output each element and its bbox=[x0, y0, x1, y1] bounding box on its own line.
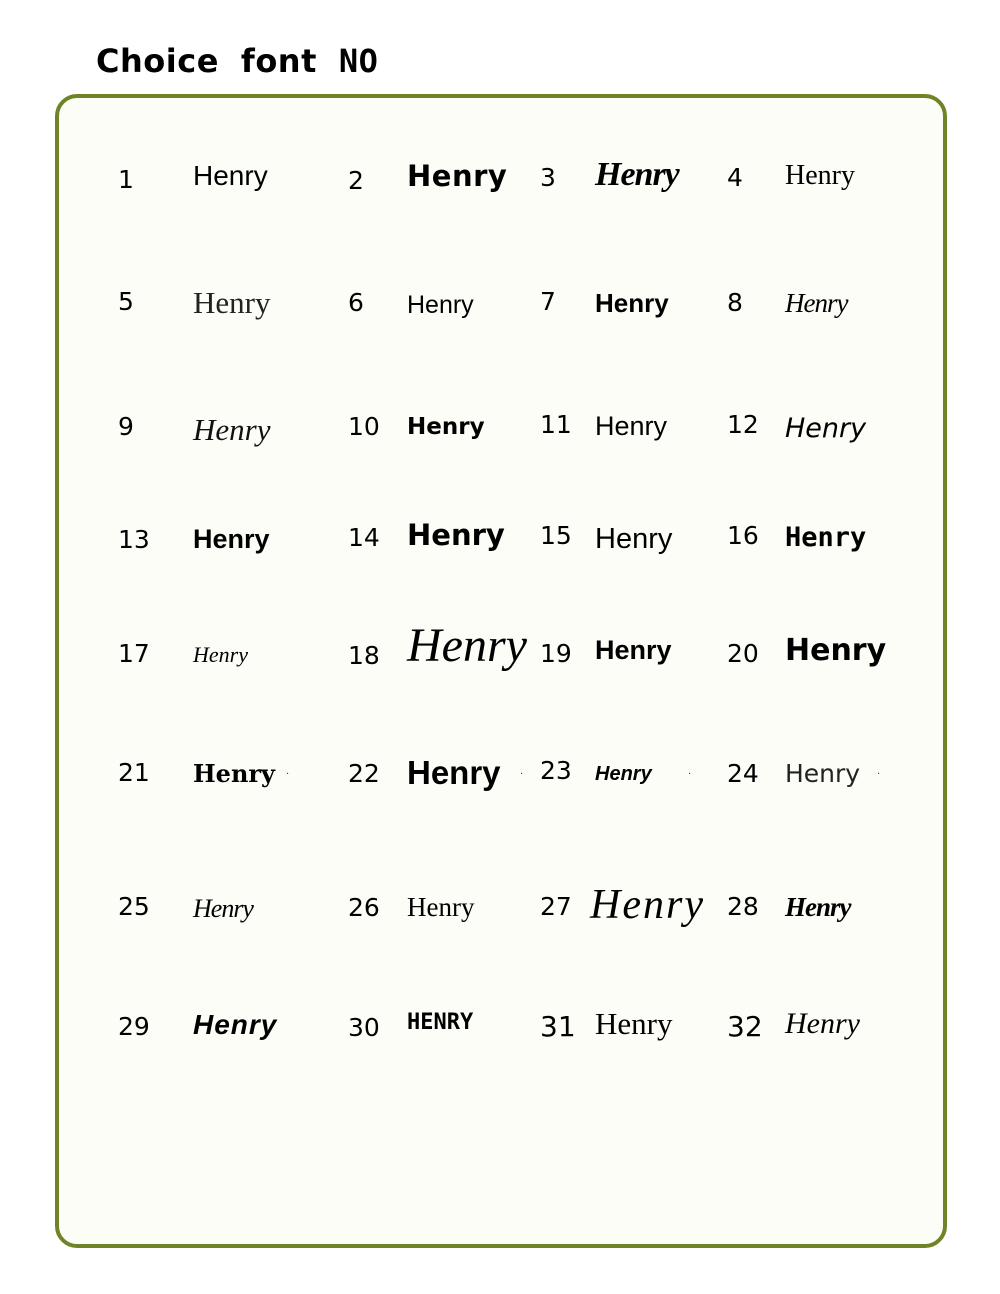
font-option[interactable] bbox=[727, 890, 907, 970]
font-option[interactable] bbox=[727, 633, 907, 716]
font-number: 32 bbox=[727, 1010, 763, 1043]
font-number: 8 bbox=[727, 288, 743, 317]
font-option[interactable] bbox=[727, 1008, 907, 1088]
font-number: 15 bbox=[540, 521, 572, 550]
font-sample: Henry bbox=[407, 619, 527, 672]
font-sample: Henry bbox=[193, 160, 268, 191]
font-option[interactable] bbox=[348, 619, 528, 716]
font-number: 27 bbox=[540, 892, 572, 921]
font-number: 28 bbox=[727, 892, 759, 921]
font-sample: Henry bbox=[193, 894, 253, 923]
font-number: 12 bbox=[727, 410, 759, 439]
font-number: 2 bbox=[348, 166, 364, 195]
font-number: 1 bbox=[118, 165, 134, 194]
font-option[interactable] bbox=[118, 756, 328, 836]
font-number: 5 bbox=[118, 287, 134, 316]
page-title bbox=[96, 42, 378, 86]
font-number: 21 bbox=[118, 758, 150, 787]
font-option[interactable] bbox=[348, 756, 528, 836]
font-number: 24 bbox=[727, 759, 759, 788]
font-option[interactable] bbox=[540, 156, 720, 240]
title-word-no: NO bbox=[338, 42, 379, 80]
font-option[interactable] bbox=[118, 890, 328, 970]
font-sample: Henry bbox=[193, 642, 248, 667]
font-option[interactable] bbox=[727, 285, 907, 365]
font-sample: Henry bbox=[785, 160, 855, 191]
font-option[interactable] bbox=[118, 523, 328, 603]
font-option[interactable] bbox=[727, 410, 907, 490]
font-number: 23 bbox=[540, 756, 572, 785]
font-number: 29 bbox=[118, 1012, 150, 1041]
font-number: 25 bbox=[118, 892, 150, 921]
font-number: 6 bbox=[348, 288, 364, 317]
font-number: 26 bbox=[348, 893, 380, 922]
separator-dot: · bbox=[877, 769, 881, 780]
separator-dot: · bbox=[688, 769, 692, 780]
font-sample: Henry bbox=[193, 1009, 278, 1040]
font-sample: Henry bbox=[595, 288, 669, 318]
font-option[interactable] bbox=[540, 636, 720, 716]
font-sample: Henry bbox=[785, 633, 887, 668]
font-sample: Henry bbox=[785, 522, 867, 553]
font-sample: Henry bbox=[193, 759, 275, 788]
font-option[interactable] bbox=[727, 523, 907, 603]
font-number: 10 bbox=[348, 412, 380, 441]
font-sample: Henry bbox=[785, 1007, 860, 1040]
font-number: 16 bbox=[727, 521, 759, 550]
font-sample: Henry bbox=[407, 518, 505, 552]
font-option[interactable] bbox=[540, 1008, 720, 1088]
font-sample: Henry bbox=[590, 882, 705, 928]
font-sample: HENRY bbox=[407, 1010, 474, 1035]
font-option[interactable] bbox=[118, 1008, 328, 1088]
font-sample: Henry bbox=[595, 1006, 673, 1041]
font-sample: Henry bbox=[785, 288, 848, 318]
font-sample: Henry bbox=[407, 414, 485, 440]
font-sample: Henry bbox=[785, 413, 867, 444]
font-number: 30 bbox=[348, 1013, 380, 1042]
font-number: 19 bbox=[540, 639, 572, 668]
font-number: 18 bbox=[348, 641, 380, 670]
font-number: 13 bbox=[118, 525, 150, 554]
font-option[interactable] bbox=[348, 1008, 528, 1088]
font-option[interactable] bbox=[348, 285, 528, 365]
font-number: 31 bbox=[540, 1010, 576, 1043]
font-option[interactable] bbox=[540, 410, 720, 490]
font-option[interactable] bbox=[118, 410, 328, 490]
font-option[interactable] bbox=[540, 882, 720, 970]
font-number: 20 bbox=[727, 639, 759, 668]
separator-dot: · bbox=[286, 769, 290, 780]
font-sample: Henry bbox=[407, 754, 501, 791]
font-sample: Henry bbox=[193, 524, 270, 554]
font-number: 14 bbox=[348, 523, 380, 552]
font-sample: Henry bbox=[407, 159, 508, 193]
font-option[interactable] bbox=[348, 160, 528, 240]
font-option[interactable] bbox=[540, 756, 720, 836]
font-sample: Henry bbox=[193, 285, 271, 320]
font-option[interactable] bbox=[348, 518, 528, 603]
font-sample: Henry bbox=[785, 759, 861, 788]
font-option[interactable] bbox=[540, 285, 720, 365]
font-sample: Henry bbox=[595, 411, 668, 441]
font-number: 22 bbox=[348, 759, 380, 788]
separator-dot: · bbox=[520, 769, 524, 780]
font-number: 4 bbox=[727, 163, 743, 192]
font-option[interactable] bbox=[727, 756, 907, 836]
font-option[interactable] bbox=[118, 285, 328, 365]
font-sample: Henry bbox=[193, 412, 271, 447]
font-number: 3 bbox=[540, 163, 556, 192]
font-number: 9 bbox=[118, 412, 134, 441]
font-option[interactable] bbox=[118, 636, 328, 716]
font-option[interactable] bbox=[348, 410, 528, 490]
font-sample: Henry bbox=[595, 156, 679, 193]
font-sample: Henry bbox=[595, 523, 673, 555]
font-option[interactable] bbox=[540, 523, 720, 603]
title-word-choice: Choice bbox=[96, 42, 219, 80]
font-number: 7 bbox=[540, 287, 556, 316]
title-word-font: font bbox=[240, 42, 317, 80]
font-sample: Henry bbox=[785, 892, 851, 922]
font-number: 11 bbox=[540, 410, 572, 439]
font-option[interactable] bbox=[348, 890, 528, 970]
font-sample: Henry bbox=[407, 291, 474, 319]
font-sample: Henry bbox=[407, 892, 475, 922]
font-sample: Henry bbox=[595, 635, 672, 665]
font-option[interactable] bbox=[118, 160, 328, 240]
font-option[interactable] bbox=[727, 160, 907, 240]
font-sample: Henry bbox=[595, 763, 652, 785]
font-number: 17 bbox=[118, 639, 150, 668]
